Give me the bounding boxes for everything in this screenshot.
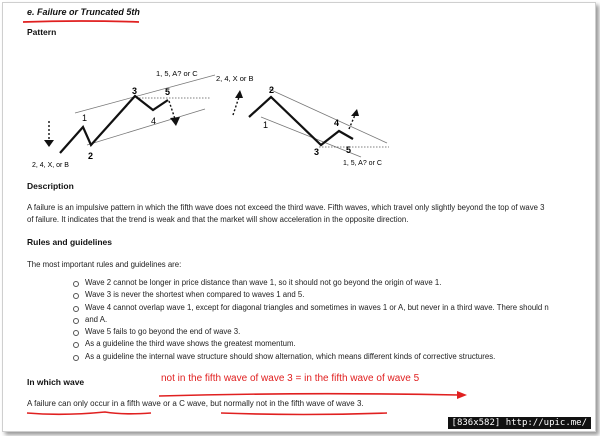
rule-item: As a guideline the third wave shows the greatest momentum. xyxy=(73,338,549,350)
rule-item-continuation: and A. xyxy=(73,314,549,326)
description-line-2: of failure. It indicates that the trend is weak and that the market will show acceleration in the opposite direction. xyxy=(27,215,409,224)
upper-channel-line xyxy=(269,89,387,143)
entry-arrow xyxy=(233,97,239,115)
section-title: e. Failure or Truncated 5th xyxy=(27,7,140,17)
description-line-1: A failure is an impulsive pattern in which the fifth wave does not exceed the third wave. Fifth waves, which travel only slightly beyond the top of wave 3 xyxy=(27,203,545,212)
description-heading: Description xyxy=(27,181,74,191)
wave-1-label: 1 xyxy=(82,113,88,123)
lower-channel-line xyxy=(87,109,205,145)
rules-intro: The most important rules and guidelines are: xyxy=(27,260,182,269)
wave-2-label: 2 xyxy=(269,85,275,95)
exit-arrow-head xyxy=(351,109,359,116)
entry-arrow-head xyxy=(44,140,54,147)
upic-watermark: [836x582] http://upic.me/ xyxy=(448,417,591,429)
upper-channel-line xyxy=(75,75,215,113)
pattern-heading: Pattern xyxy=(27,27,57,37)
failure-pattern-diagram-left xyxy=(25,63,225,175)
label-top: 2, 4, X or B xyxy=(216,74,254,83)
wave-3-label: 3 xyxy=(314,147,320,157)
wave-4-label: 4 xyxy=(334,118,340,128)
which-wave-underline xyxy=(23,408,393,418)
rule-item: Wave 2 cannot be longer in price distance than wave 1, so it should not go beyond the origin of wave 1. xyxy=(73,277,549,289)
wave-5-label: 5 xyxy=(165,87,171,97)
label-bottom: 2, 4, X, or B xyxy=(32,162,69,169)
rules-heading: Rules and guidelines xyxy=(27,237,113,247)
wave-4-label: 4 xyxy=(151,116,157,126)
exit-arrow xyxy=(169,101,175,119)
wave-3-label: 3 xyxy=(132,86,138,96)
rule-item: Wave 3 is never the shortest when compared to waves 1 and 5. xyxy=(73,289,549,301)
rule-item: Wave 5 fails to go beyond the end of wave 3. xyxy=(73,326,549,338)
rules-list xyxy=(73,277,549,363)
rule-item: As a guideline the internal wave structure should show alternation, which means different kinds of corrective structures. xyxy=(73,351,549,363)
which-wave-text: A failure can only occur in a fifth wave or a C wave, but normally not in the fifth wave of wave 3. xyxy=(27,399,364,408)
wave-5-label: 5 xyxy=(346,145,352,155)
red-annotation: not in the fifth wave of wave 3 = in the fifth wave of wave 5 xyxy=(161,373,420,384)
rule-item: Wave 4 cannot overlap wave 1, except for diagonal triangles and sometimes in waves 1 or A, but never in a third wave. There should n xyxy=(73,302,549,314)
failure-pattern-diagram-right xyxy=(211,67,401,175)
wave-1-label: 1 xyxy=(263,120,269,130)
label-bottom: 1, 5, A? or C xyxy=(343,160,382,167)
title-underline xyxy=(21,19,143,25)
which-wave-heading: In which wave xyxy=(27,377,85,387)
exit-arrow-head xyxy=(170,117,180,126)
wave-2-label: 2 xyxy=(88,151,94,161)
entry-arrow-head xyxy=(235,90,243,98)
label-top: 1, 5, A? or C xyxy=(156,69,198,78)
document-page xyxy=(2,2,596,432)
